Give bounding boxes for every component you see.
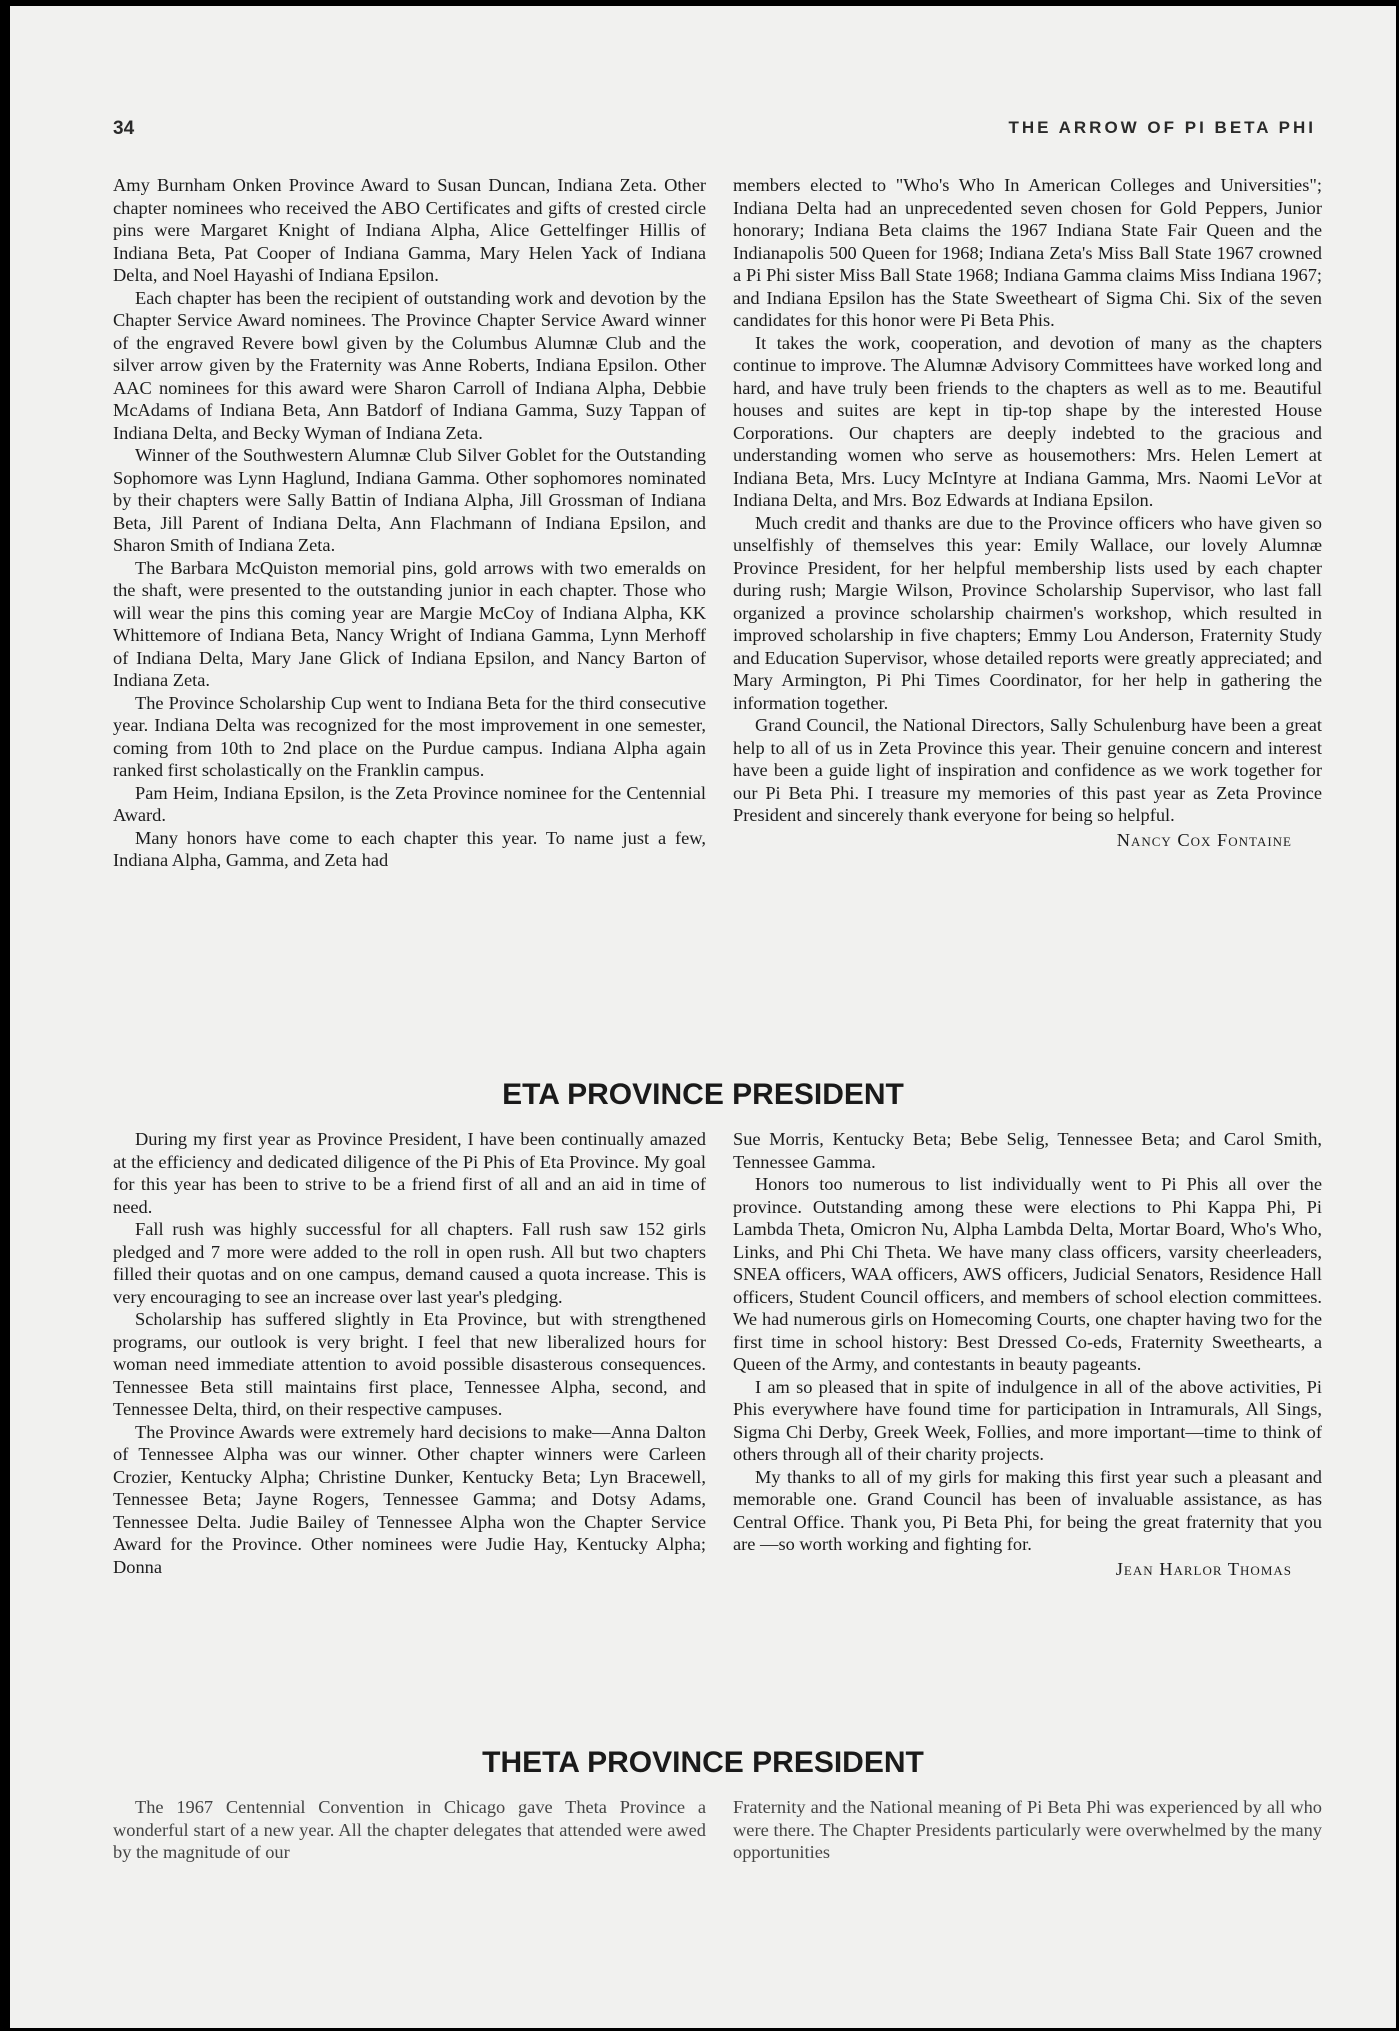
paragraph: My thanks to all of my girls for making this first year such a pleasant and memorable one. Grand Council has been of invaluable assistance, as has Central Office. Thank you, Pi Beta Phi, for being the great fraternity that you are —so worth working and fighting for.	[733, 1466, 1322, 1554]
paragraph: The Province Scholarship Cup went to Indiana Beta for the third consecutive year. Indiana Delta was recognized for the most improvement in one semester, coming from 10th to 2nd place on the Purdue campus. Indiana Alpha again ranked first scholastically on the Franklin campus.	[113, 692, 706, 780]
author-signature: Nancy Cox Fontaine	[1116, 829, 1292, 850]
page-number: 34	[113, 118, 135, 139]
paragraph: Fraternity and the National meaning of Pi Beta Phi was experienced by all who were there. The Chapter Presidents particularly were overwhelmed by the many opportunities	[733, 1797, 1322, 1862]
eta-left-column	[113, 1128, 706, 1578]
paragraph: It takes the work, cooperation, and devotion of many as the chapters continue to improve. The Alumnæ Advisory Committees have worked long and hard, and have truly been friends to the chapters as well as to me. Beautiful houses and suites are kept in tip-top shape by the interested House Corporations. Our chapters are deeply indebted to the gracious and understanding women who serve as housemothers: Mrs. Helen Lemert at Indiana Beta, Mrs. Lucy McIntyre at Indiana Gamma, Mrs. Naomi LeVor at Indiana Delta, and Mrs. Boz Edwards at Indiana Epsilon.	[733, 332, 1322, 510]
section-heading-theta: THETA PROVINCE PRESIDENT	[482, 1746, 924, 1779]
paragraph: Grand Council, the National Directors, Sally Schulenburg have been a great help to all of us in Zeta Province this year. Their genuine concern and interest have been a guide light of inspiration and confidence as we work together for our Pi Beta Phi. I treasure my memories of this past year as Zeta Province President and sincerely thank everyone for being so helpful.	[733, 715, 1322, 825]
paragraph: Scholarship has suffered slightly in Eta Province, but with strengthened programs, our outlook is very bright. I feel that new liberalized hours for woman need immediate attention to avoid possible disasterous consequences. Tennessee Beta still maintains first place, Tennessee Alpha, second, and Tennessee Delta, third, on their respective campuses.	[113, 1309, 706, 1419]
document-page	[10, 6, 1396, 2028]
author-signature: Jean Harlor Thomas	[1115, 1558, 1292, 1579]
paragraph: Many honors have come to each chapter this year. To name just a few, Indiana Alpha, Gamma, and Zeta had	[113, 827, 706, 870]
paragraph: The 1967 Centennial Convention in Chicago gave Theta Province a wonderful start of a new year. All the chapter delegates that attended were awed by the magnitude of our	[113, 1797, 706, 1862]
paragraph: Much credit and thanks are due to the Province officers who have given so unselfishly of themselves this year: Emily Wallace, our lovely Alumnæ Province President, for her helpful membership lists used by each chapter during rush; Margie Wilson, Province Scholarship Supervisor, who last fall organized a province scholarship chairmen's workshop, which resulted in improved scholarship in five chapters; Emmy Lou Anderson, Fraternity Study and Education Supervisor, whose detailed reports were greatly appreciated; and Mary Armington, Pi Phi Times Coordinator, for her help in gathering the information together.	[733, 512, 1322, 713]
paragraph: members elected to "Who's Who In American Colleges and Universities"; Indiana Delta had an unprecedented seven chosen for Gold Peppers, Junior honorary; Indiana Beta claims the 1967 Indiana State Fair Queen and the Indianapolis 500 Queen for 1968; Indiana Zeta's Miss Ball State 1967 crowned a Pi Phi sister Miss Ball State 1968; Indiana Gamma claims Miss Indiana 1967; and Indiana Epsilon has the State Sweetheart of Sigma Chi. Six of the seven candidates for this honor were Pi Beta Phis.	[733, 175, 1322, 330]
theta-left-column	[113, 1796, 706, 1864]
paragraph: Winner of the Southwestern Alumnæ Club Silver Goblet for the Outstanding Sophomore was Lynn Haglund, Indiana Gamma. Other sophomores nominated by their chapters were Sally Battin of Indiana Alpha, Jill Grossman of Indiana Beta, Jill Parent of Indiana Delta, Ann Flachmann of Indiana Epsilon, and Sharon Smith of Indiana Zeta.	[113, 445, 706, 555]
theta-right-column	[733, 1796, 1322, 1864]
paragraph: Amy Burnham Onken Province Award to Susan Duncan, Indiana Zeta. Other chapter nominees who received the ABO Certificates and gifts of crested circle pins were Margaret Knight of Indiana Alpha, Alice Gettelfinger Hillis of Indiana Beta, Pat Cooper of Indiana Gamma, Mary Helen Yack of Indiana Delta, and Noel Hayashi of Indiana Epsilon.	[113, 175, 706, 285]
page-header	[113, 118, 1316, 144]
paragraph: Each chapter has been the recipient of outstanding work and devotion by the Chapter Service Award nominees. The Province Chapter Service Award winner of the engraved Revere bowl given by the Columbus Alumnæ Club and the silver arrow given by the Fraternity was Anne Roberts, Indiana Epsilon. Other AAC nominees for this award were Sharon Carroll of Indiana Alpha, Debbie McAdams of Indiana Beta, Ann Batdorf of Indiana Gamma, Suzy Tappan of Indiana Delta, and Becky Wyman of Indiana Zeta.	[113, 287, 706, 443]
section-heading-eta: ETA PROVINCE PRESIDENT	[502, 1078, 904, 1111]
paragraph: I am so pleased that in spite of indulgence in all of the above activities, Pi Phis everywhere have found time for participation in Intramurals, All Sings, Sigma Chi Derby, Greek Week, Follies, and more important—time to think of others through all of their charity projects.	[733, 1376, 1322, 1464]
paragraph: During my first year as Province President, I have been continually amazed at the efficiency and dedicated diligence of the Pi Phis of Eta Province. My goal for this year has been to strive to be a friend first of all and an aid in time of need.	[113, 1129, 706, 1217]
zeta-left-column	[113, 174, 706, 872]
eta-right-column	[733, 1128, 1322, 1580]
paragraph: The Province Awards were extremely hard decisions to make—Anna Dalton of Tennessee Alpha was our winner. Other chapter winners were Carleen Crozier, Kentucky Alpha; Christine Dunker, Kentucky Beta; Lyn Bracewell, Tennessee Beta; Jayne Rogers, Tennessee Gamma; and Dotsy Adams, Tennessee Delta. Judie Bailey of Tennessee Alpha won the Chapter Service Award for the Province. Other nominees were Judie Hay, Kentucky Alpha; Donna	[113, 1421, 706, 1577]
paragraph: Honors too numerous to list individually went to Pi Phis all over the province. Outstanding among these were elections to Phi Kappa Phi, Pi Lambda Theta, Omicron Nu, Alpha Lambda Delta, Mortar Board, Who's Who, Links, and Phi Chi Theta. We have many class officers, varsity cheerleaders, SNEA officers, WAA officers, AWS officers, Judicial Senators, Residence Hall officers, Student Council officers, and members of school election committees. We had numerous girls on Homecoming Courts, one chapter having two for the first time in school history: Best Dressed Co-eds, Fraternity Sweethearts, a Queen of the Army, and contestants in beauty pageants.	[733, 1174, 1322, 1374]
paragraph: Sue Morris, Kentucky Beta; Bebe Selig, Tennessee Beta; and Carol Smith, Tennessee Gamma.	[733, 1129, 1322, 1172]
paragraph: Pam Heim, Indiana Epsilon, is the Zeta Province nominee for the Centennial Award.	[113, 782, 706, 825]
paragraph: Fall rush was highly successful for all chapters. Fall rush saw 152 girls pledged and 7 more were added to the roll in open rush. All but two chapters filled their quotas and on one campus, demand caused a quota increase. This is very encouraging to see an increase over last year's pledging.	[113, 1219, 706, 1307]
paragraph: The Barbara McQuiston memorial pins, gold arrows with two emeralds on the shaft, were presented to the outstanding junior in each chapter. Those who will wear the pins this coming year are Margie McCoy of Indiana Alpha, KK Whittemore of Indiana Beta, Nancy Wright of Indiana Gamma, Lynn Merhoff of Indiana Delta, Mary Jane Glick of Indiana Epsilon, and Nancy Barton of Indiana Zeta.	[113, 557, 706, 690]
zeta-right-column	[733, 174, 1322, 851]
journal-title: THE ARROW OF PI BETA PHI	[1008, 118, 1316, 137]
